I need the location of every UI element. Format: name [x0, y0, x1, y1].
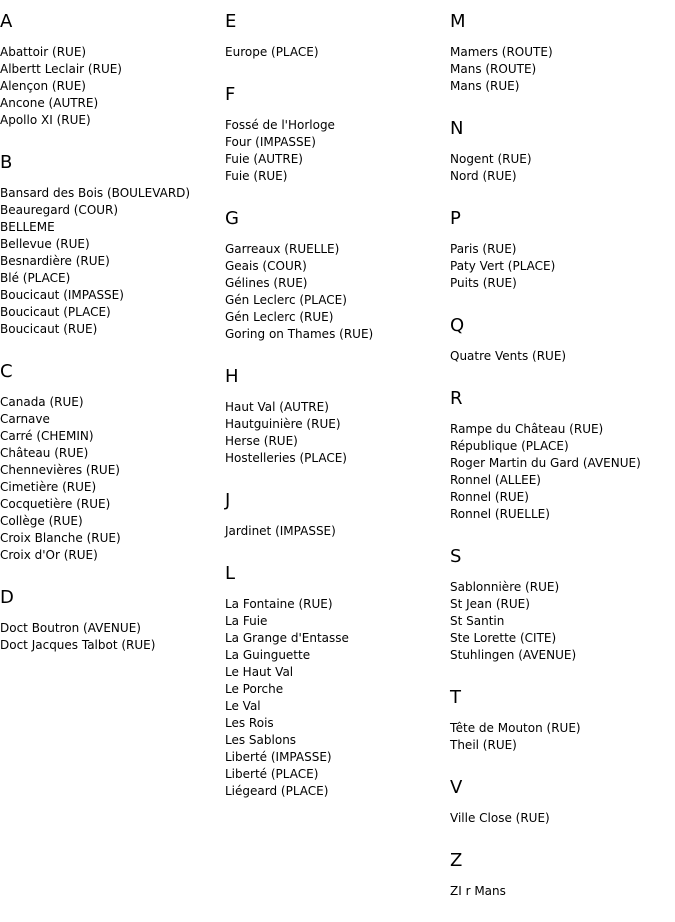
street-entry: Stuhlingen (AVENUE) — [450, 648, 577, 662]
street-list — [450, 421, 670, 523]
street-entry: Collège (RUE) — [0, 514, 83, 528]
street-entry: Sablonnière (RUE) — [450, 580, 560, 594]
letter-section — [450, 849, 670, 900]
street-entry: Boucicaut (RUE) — [0, 322, 98, 336]
street-entry: Apollo XI (RUE) — [0, 113, 91, 127]
section-letter-heading: V — [450, 777, 463, 798]
street-entry: Liégeard (PLACE) — [225, 784, 329, 798]
street-entry: Mans (RUE) — [450, 79, 520, 93]
letter-section — [0, 10, 220, 129]
street-entry: La Grange d'Entasse — [225, 631, 349, 645]
street-entry: Chennevières (RUE) — [0, 463, 120, 477]
street-entry: Le Val — [225, 699, 261, 713]
street-list — [225, 241, 445, 343]
index-column — [450, 10, 670, 922]
street-entry: Jardinet (IMPASSE) — [225, 524, 336, 538]
street-entry: Bansard des Bois (BOULEVARD) — [0, 186, 191, 200]
street-entry: Doct Boutron (AVENUE) — [0, 621, 141, 635]
index-column — [225, 10, 445, 822]
street-entry: Paty Vert (PLACE) — [450, 259, 556, 273]
letter-section — [450, 686, 670, 754]
street-list — [0, 44, 220, 129]
street-list — [450, 348, 670, 365]
street-entry: Ronnel (RUELLE) — [450, 507, 550, 521]
street-entry: Albertt Leclair (RUE) — [0, 62, 122, 76]
street-entry: Tête de Mouton (RUE) — [450, 721, 581, 735]
street-entry: Beauregard (COUR) — [0, 203, 119, 217]
letter-section — [450, 776, 670, 827]
street-list — [450, 720, 670, 754]
section-letter-heading: M — [450, 11, 466, 32]
section-letter-heading: L — [225, 563, 236, 584]
letter-section — [450, 387, 670, 523]
street-entry: Boucicaut (PLACE) — [0, 305, 111, 319]
street-entry: St Santin — [450, 614, 505, 628]
street-entry: ZI r Mans — [450, 884, 506, 898]
street-entry: Fuie (RUE) — [225, 169, 288, 183]
street-entry: Gén Leclerc (PLACE) — [225, 293, 347, 307]
section-letter-heading: D — [0, 587, 14, 608]
street-entry: Paris (RUE) — [450, 242, 517, 256]
street-list — [0, 394, 220, 564]
letter-section — [225, 10, 445, 61]
street-entry: La Fontaine (RUE) — [225, 597, 333, 611]
letter-section — [450, 117, 670, 185]
street-list — [450, 151, 670, 185]
street-entry: Croix d'Or (RUE) — [0, 548, 98, 562]
section-letter-heading: T — [450, 687, 461, 708]
street-entry: Four (IMPASSE) — [225, 135, 316, 149]
street-entry: Hautguinière (RUE) — [225, 417, 341, 431]
section-letter-heading: P — [450, 208, 461, 229]
street-entry: Carré (CHEMIN) — [0, 429, 94, 443]
street-entry: Blé (PLACE) — [0, 271, 71, 285]
street-entry: St Jean (RUE) — [450, 597, 530, 611]
letter-section — [225, 489, 445, 540]
street-entry: Goring on Thames (RUE) — [225, 327, 374, 341]
letter-section — [0, 586, 220, 654]
letter-section — [0, 151, 220, 338]
section-letter-heading: C — [0, 361, 13, 382]
section-letter-heading: R — [450, 388, 463, 409]
section-letter-heading: Z — [450, 850, 463, 871]
street-list — [225, 523, 445, 540]
letter-section — [225, 562, 445, 800]
section-letter-heading: G — [225, 208, 239, 229]
street-entry: Puits (RUE) — [450, 276, 517, 290]
street-entry: Canada (RUE) — [0, 395, 84, 409]
street-entry: Ste Lorette (CITE) — [450, 631, 557, 645]
street-entry: Ancone (AUTRE) — [0, 96, 99, 110]
street-entry: Ville Close (RUE) — [450, 811, 550, 825]
street-entry: La Guinguette — [225, 648, 311, 662]
street-entry: Doct Jacques Talbot (RUE) — [0, 638, 156, 652]
street-entry: Garreaux (RUELLE) — [225, 242, 340, 256]
street-entry: Cimetière (RUE) — [0, 480, 97, 494]
letter-section — [225, 365, 445, 467]
street-entry: Mans (ROUTE) — [450, 62, 537, 76]
section-letter-heading: J — [225, 490, 231, 511]
street-list — [225, 44, 445, 61]
street-entry: Le Porche — [225, 682, 284, 696]
street-list — [0, 185, 220, 338]
street-list — [225, 399, 445, 467]
street-entry: Fuie (AUTRE) — [225, 152, 303, 166]
street-entry: Quatre Vents (RUE) — [450, 349, 567, 363]
street-entry: Château (RUE) — [0, 446, 89, 460]
section-letter-heading: F — [225, 84, 236, 105]
letter-section — [225, 83, 445, 185]
street-entry: Geais (COUR) — [225, 259, 307, 273]
street-entry: Mamers (ROUTE) — [450, 45, 553, 59]
street-entry: Haut Val (AUTRE) — [225, 400, 329, 414]
street-entry: Theil (RUE) — [450, 738, 517, 752]
street-list — [450, 44, 670, 95]
letter-section — [0, 360, 220, 564]
street-list — [450, 579, 670, 664]
street-list — [0, 620, 220, 654]
section-letter-heading: A — [0, 11, 13, 32]
street-entry: Alençon (RUE) — [0, 79, 86, 93]
street-entry: Ronnel (RUE) — [450, 490, 529, 504]
letter-section — [450, 207, 670, 292]
street-entry: Europe (PLACE) — [225, 45, 319, 59]
street-entry: Les Sablons — [225, 733, 297, 747]
street-entry: Herse (RUE) — [225, 434, 298, 448]
street-entry: Rampe du Château (RUE) — [450, 422, 604, 436]
section-letter-heading: H — [225, 366, 239, 387]
letter-section — [225, 207, 445, 343]
letter-section — [450, 545, 670, 664]
street-entry: Bellevue (RUE) — [0, 237, 90, 251]
street-entry: Gélines (RUE) — [225, 276, 308, 290]
street-entry: Hostelleries (PLACE) — [225, 451, 347, 465]
street-entry: Gén Leclerc (RUE) — [225, 310, 334, 324]
street-entry: République (PLACE) — [450, 439, 569, 453]
street-entry: Les Rois — [225, 716, 274, 730]
street-entry: Nogent (RUE) — [450, 152, 532, 166]
street-entry: Carnave — [0, 412, 50, 426]
street-list — [450, 810, 670, 827]
section-letter-heading: E — [225, 11, 237, 32]
street-list — [450, 883, 670, 900]
section-letter-heading: N — [450, 118, 464, 139]
street-entry: Croix Blanche (RUE) — [0, 531, 121, 545]
street-entry: Nord (RUE) — [450, 169, 517, 183]
street-entry: Roger Martin du Gard (AVENUE) — [450, 456, 641, 470]
street-list — [225, 117, 445, 185]
street-list — [450, 241, 670, 292]
street-entry: Fossé de l'Horloge — [225, 118, 335, 132]
street-entry: BELLEME — [0, 220, 55, 234]
street-entry: Liberté (PLACE) — [225, 767, 319, 781]
street-entry: Boucicaut (IMPASSE) — [0, 288, 124, 302]
street-entry: Le Haut Val — [225, 665, 294, 679]
section-letter-heading: S — [450, 546, 462, 567]
street-entry: Ronnel (ALLEE) — [450, 473, 541, 487]
section-letter-heading: Q — [450, 315, 465, 336]
street-entry: Abattoir (RUE) — [0, 45, 87, 59]
index-column — [0, 10, 220, 676]
street-entry: Liberté (IMPASSE) — [225, 750, 332, 764]
street-list — [225, 596, 445, 800]
letter-section — [450, 314, 670, 365]
letter-section — [450, 10, 670, 95]
street-entry: Besnardière (RUE) — [0, 254, 110, 268]
street-entry: Cocquetière (RUE) — [0, 497, 111, 511]
street-entry: La Fuie — [225, 614, 268, 628]
section-letter-heading: B — [0, 152, 13, 173]
